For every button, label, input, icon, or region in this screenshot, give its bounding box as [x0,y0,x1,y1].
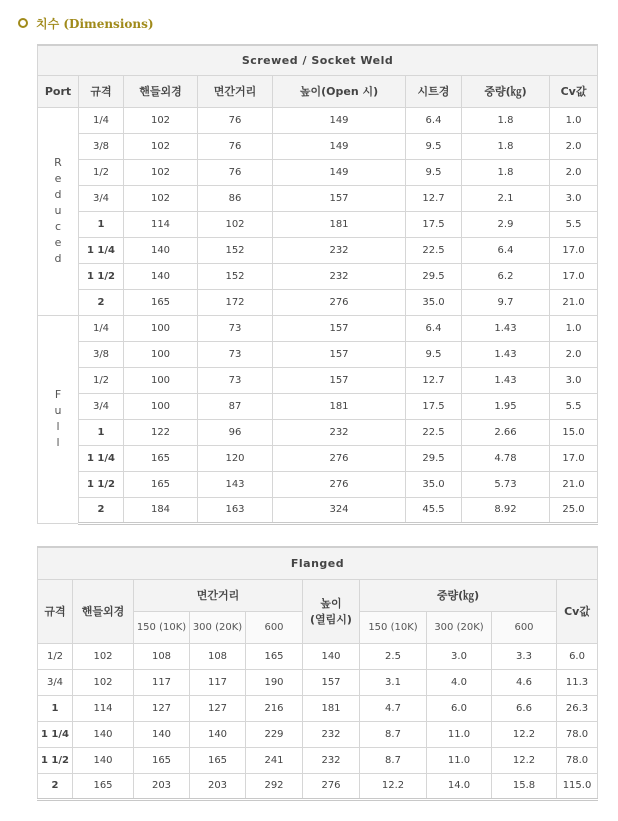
header-row [38,579,598,611]
table-cell: 6.2 [462,263,550,289]
table-cell: 11.0 [427,721,492,747]
table-cell: 114 [73,695,134,721]
table-cell: 6.4 [406,315,462,341]
table-cell: 1/4 [79,107,124,133]
table-cell: 152 [198,263,273,289]
table-cell: 26.3 [557,695,598,721]
table-cell: 165 [73,773,134,799]
table-cell: 1 1/4 [38,721,73,747]
table-row [38,695,598,721]
table-cell: 2.9 [462,211,550,237]
table-cell: 2 [79,497,124,523]
table-cell: 1.43 [462,315,550,341]
table-cell: 108 [134,643,190,669]
table-cell: 100 [124,315,198,341]
port-letter: l [56,436,60,449]
column-header: 규격 [38,579,73,643]
table-cell: 232 [303,747,360,773]
table-cell: 1/2 [79,367,124,393]
table-cell: 165 [124,289,198,315]
table-cell: 3.3 [492,643,557,669]
table-cell: 14.0 [427,773,492,799]
sub-header: 150 (10K) [134,611,190,643]
table-cell: 2.0 [550,133,598,159]
table-cell: 140 [134,721,190,747]
table-cell: 115.0 [557,773,598,799]
table-cell: 17.5 [406,211,462,237]
table-cell: 100 [124,367,198,393]
table-cell: 5.5 [550,393,598,419]
sub-header: 600 [492,611,557,643]
table-cell: 22.5 [406,419,462,445]
table-row [38,419,598,445]
port-letter: F [54,388,62,401]
table-cell: 276 [273,471,406,497]
table-cell: 157 [273,367,406,393]
section-title: 치수 (Dimensions) [36,16,154,31]
table-cell: 29.5 [406,445,462,471]
column-header: Port [38,75,79,107]
table-cell: 6.4 [462,237,550,263]
sub-header: 600 [246,611,303,643]
table-cell: 140 [190,721,246,747]
table-cell: 1 1/4 [79,445,124,471]
table-cell: 86 [198,185,273,211]
table-row [38,721,598,747]
table-cell: 149 [273,107,406,133]
table-cell: 1.0 [550,315,598,341]
table-cell: 8.7 [360,747,427,773]
table-cell: 2 [79,289,124,315]
table-cell: 12.2 [492,747,557,773]
table-cell: 143 [198,471,273,497]
table-cell: 4.6 [492,669,557,695]
table-cell: 3.0 [550,367,598,393]
table-cell: 276 [303,773,360,799]
table-cell: 3/4 [79,393,124,419]
table-row [38,341,598,367]
table-cell: 102 [73,669,134,695]
table-row [38,669,598,695]
table-cell: 157 [303,669,360,695]
table-cell: 2.1 [462,185,550,211]
table-cell: 5.5 [550,211,598,237]
table-cell: 324 [273,497,406,523]
table-cell: 35.0 [406,289,462,315]
table-cell: 122 [124,419,198,445]
table-cell: 1 1/2 [38,747,73,773]
table-cell: 6.4 [406,107,462,133]
flanged-table [37,546,598,801]
port-letter: d [54,252,62,265]
table-cell: 102 [124,107,198,133]
table-cell: 8.7 [360,721,427,747]
table-row [38,133,598,159]
table-cell: 172 [198,289,273,315]
table-title: Flanged [38,547,598,579]
table-cell: 1.95 [462,393,550,419]
section-heading [18,14,154,32]
column-header: 시트경 [406,75,462,107]
table-cell: 203 [190,773,246,799]
table-cell: 1.43 [462,341,550,367]
table-cell: 117 [190,669,246,695]
column-header: 핸들외경 [73,579,134,643]
column-header: Cv값 [557,579,598,643]
table-cell: 100 [124,341,198,367]
table-cell: 76 [198,107,273,133]
table-cell: 22.5 [406,237,462,263]
table-cell: 157 [273,341,406,367]
table-cell: 17.0 [550,237,598,263]
table-cell: 1.8 [462,133,550,159]
table-row [38,367,598,393]
table-cell: 1 [79,419,124,445]
table-cell: 3/4 [38,669,73,695]
table-cell: 6.0 [557,643,598,669]
column-header: 높이(Open 시) [273,75,406,107]
table-cell: 100 [124,393,198,419]
table-row [38,393,598,419]
table-cell: 76 [198,133,273,159]
table-cell: 163 [198,497,273,523]
table-cell: 4.0 [427,669,492,695]
table-row [38,263,598,289]
table-cell: 8.92 [462,497,550,523]
table-cell: 181 [273,211,406,237]
column-header: 면간거리 [134,579,303,611]
table-cell: 140 [124,263,198,289]
table-cell: 184 [124,497,198,523]
port-letter: u [54,204,62,217]
table-cell: 1.8 [462,159,550,185]
header-row [38,75,598,107]
table-cell: 1/4 [79,315,124,341]
table-cell: 102 [198,211,273,237]
table-cell: 1/2 [79,159,124,185]
column-header: Cv값 [550,75,598,107]
table-cell: 292 [246,773,303,799]
table-row [38,497,598,523]
table-cell: 181 [303,695,360,721]
table-cell: 15.8 [492,773,557,799]
table-row [38,445,598,471]
table-cell: 1.43 [462,367,550,393]
table-row [38,773,598,799]
table-cell: 9.5 [406,133,462,159]
table-cell: 114 [124,211,198,237]
table-cell: 25.0 [550,497,598,523]
table-cell: 4.78 [462,445,550,471]
table-cell: 165 [246,643,303,669]
table-row [38,211,598,237]
table-row [38,471,598,497]
port-letter: l [56,420,60,433]
table-cell: 216 [246,695,303,721]
table-row [38,107,598,133]
table-cell: 3.1 [360,669,427,695]
table-cell: 17.5 [406,393,462,419]
table-cell: 140 [73,747,134,773]
table-cell: 45.5 [406,497,462,523]
table-cell: 127 [190,695,246,721]
table-cell: 108 [190,643,246,669]
table-cell: 2.66 [462,419,550,445]
table-row [38,643,598,669]
table-cell: 241 [246,747,303,773]
screwed-socket-weld-table [37,44,598,525]
table-cell: 2 [38,773,73,799]
port-letter: u [54,404,62,417]
table-cell: 87 [198,393,273,419]
sub-header: 300 (20K) [190,611,246,643]
table-cell: 165 [190,747,246,773]
table-cell: 117 [134,669,190,695]
table-cell: 102 [73,643,134,669]
port-letter: e [54,172,62,185]
table-cell: 276 [273,445,406,471]
table-cell: 149 [273,159,406,185]
table-cell: 152 [198,237,273,263]
height-header-line2: (열림시) [310,613,352,626]
table-cell: 6.0 [427,695,492,721]
table-cell: 96 [198,419,273,445]
column-header [303,579,360,643]
table-cell: 12.7 [406,367,462,393]
table-cell: 73 [198,367,273,393]
table-cell: 21.0 [550,471,598,497]
table-cell: 149 [273,133,406,159]
table-cell: 3.0 [427,643,492,669]
table-cell: 1 [38,695,73,721]
table-cell: 140 [73,721,134,747]
table-row [38,159,598,185]
table-cell: 3/8 [79,341,124,367]
table-cell: 3.0 [550,185,598,211]
table-cell: 1 1/2 [79,263,124,289]
table-row [38,237,598,263]
table-row [38,315,598,341]
port-letter: c [54,220,62,233]
table-cell: 181 [273,393,406,419]
height-header-line1: 높이 [320,597,342,610]
table-cell: 165 [124,471,198,497]
table-cell: 1 1/4 [79,237,124,263]
port-group-label [38,107,79,315]
table-cell: 229 [246,721,303,747]
sub-header: 150 (10K) [360,611,427,643]
table-cell: 157 [273,185,406,211]
column-header: 핸들외경 [124,75,198,107]
table-cell: 102 [124,159,198,185]
table-cell: 12.2 [492,721,557,747]
table-cell: 232 [273,419,406,445]
table-cell: 2.0 [550,159,598,185]
table-cell: 102 [124,185,198,211]
table-cell: 17.0 [550,445,598,471]
table-cell: 3/8 [79,133,124,159]
table-cell: 127 [134,695,190,721]
table-title-row [38,547,598,579]
column-header: 중량(㎏) [360,579,557,611]
port-letter: d [54,188,62,201]
table-cell: 73 [198,341,273,367]
table-cell: 1.0 [550,107,598,133]
table-cell: 9.5 [406,341,462,367]
port-letter: e [54,236,62,249]
table-title-row [38,45,598,75]
table-cell: 17.0 [550,263,598,289]
table-cell: 120 [198,445,273,471]
port-group-label [38,315,79,523]
table-cell: 276 [273,289,406,315]
table-cell: 9.7 [462,289,550,315]
table-cell: 29.5 [406,263,462,289]
table-cell: 1 1/2 [79,471,124,497]
table-title: Screwed / Socket Weld [38,45,598,75]
table-cell: 12.2 [360,773,427,799]
sub-header: 300 (20K) [427,611,492,643]
table-cell: 9.5 [406,159,462,185]
table-cell: 157 [273,315,406,341]
column-header: 면간거리 [198,75,273,107]
table-cell: 140 [303,643,360,669]
table-cell: 5.73 [462,471,550,497]
table-cell: 1 [79,211,124,237]
table-cell: 1.8 [462,107,550,133]
table-cell: 2.0 [550,341,598,367]
table-cell: 12.7 [406,185,462,211]
table-row [38,289,598,315]
table-row [38,185,598,211]
table-cell: 73 [198,315,273,341]
table-cell: 102 [124,133,198,159]
table-cell: 232 [303,721,360,747]
table-cell: 11.3 [557,669,598,695]
table-cell: 15.0 [550,419,598,445]
table-cell: 165 [124,445,198,471]
table-cell: 2.5 [360,643,427,669]
port-letter: R [54,156,62,169]
table-cell: 190 [246,669,303,695]
table-cell: 165 [134,747,190,773]
table-row [38,747,598,773]
table-cell: 4.7 [360,695,427,721]
column-header: 규격 [79,75,124,107]
table-cell: 78.0 [557,721,598,747]
table-cell: 21.0 [550,289,598,315]
table-cell: 232 [273,263,406,289]
table-cell: 140 [124,237,198,263]
table-cell: 78.0 [557,747,598,773]
circle-bullet-icon [18,18,28,28]
table-cell: 203 [134,773,190,799]
column-header: 중량(㎏) [462,75,550,107]
table-cell: 11.0 [427,747,492,773]
table-cell: 76 [198,159,273,185]
table-cell: 35.0 [406,471,462,497]
table-cell: 1/2 [38,643,73,669]
table-cell: 6.6 [492,695,557,721]
table-cell: 3/4 [79,185,124,211]
table-cell: 232 [273,237,406,263]
